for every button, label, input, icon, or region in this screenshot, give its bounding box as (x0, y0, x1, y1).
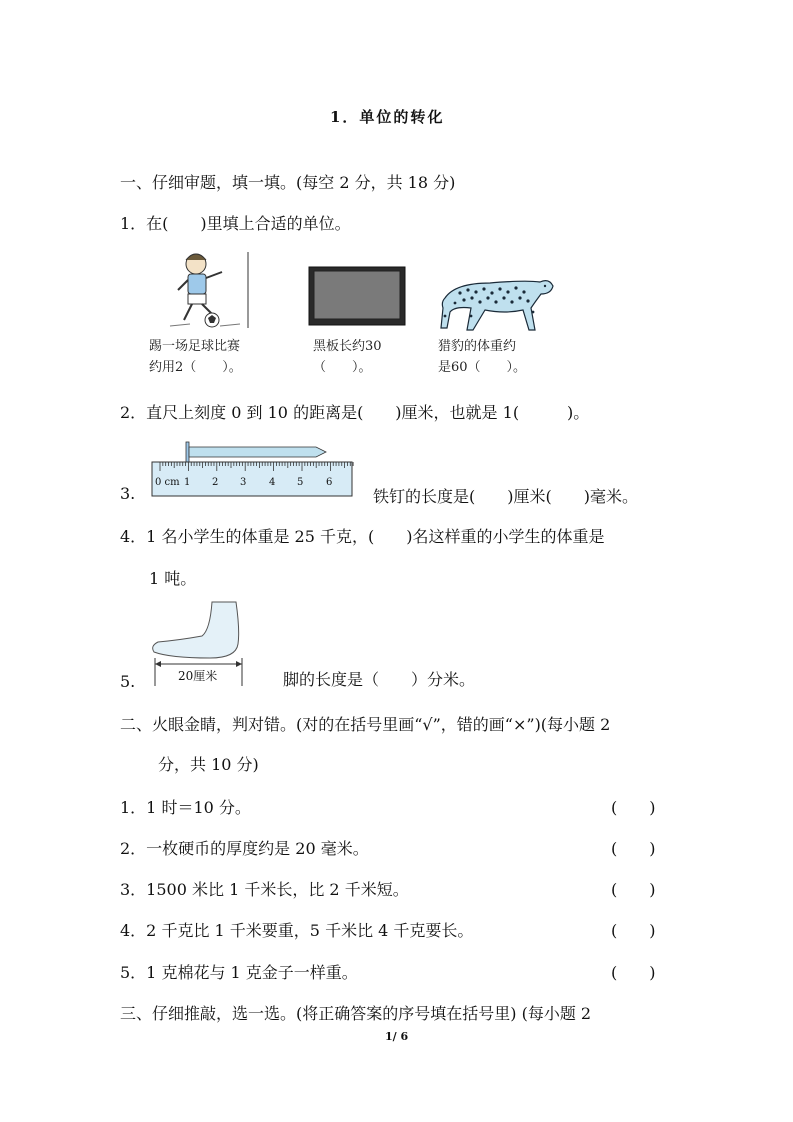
section-3-heading: 三、仔细推敲，选一选。(将正确答案的序号填在括号里) (每小题 2 (120, 1004, 592, 1023)
ruler-label-6: 6 (326, 477, 333, 488)
page-number: 1/ 6 (385, 1030, 409, 1043)
section-2-heading-line2: 分，共 10 分) (158, 755, 259, 774)
ruler-nail-image (150, 438, 355, 500)
foot-length-label: 20厘米 (178, 669, 218, 683)
ruler-label-2: 2 (212, 477, 219, 488)
question-1-3-number: 3. (120, 484, 136, 503)
question-1-2: 2．直尺上刻度 0 到 10 的距离是( )厘米，也就是 1( )。 (120, 403, 590, 422)
cheetah-image (435, 268, 555, 333)
ruler-label-4: 4 (269, 477, 276, 488)
ruler-label-0: 0 cm (155, 477, 180, 488)
soccer-boy-image (160, 250, 255, 330)
judge-item-3: 3．1500 米比 1 千米长，比 2 千米短。 (120, 880, 409, 899)
judge-bracket-3[interactable]: ( ) (611, 880, 656, 899)
blackboard-image (307, 265, 407, 329)
question-1-3-text: 铁钉的长度是( )厘米( )毫米。 (373, 487, 638, 506)
judge-item-4: 4．2 千克比 1 千米要重，5 千米比 4 千克要长。 (120, 921, 474, 940)
caption-1-line2: 约用2（ ）。 (149, 360, 242, 375)
question-1-4-line1: 4．1 名小学生的体重是 25 千克，( )名这样重的小学生的体重是 (120, 527, 605, 546)
ruler-label-5: 5 (297, 477, 304, 488)
judge-item-2: 2．一枚硬币的厚度约是 20 毫米。 (120, 839, 369, 858)
caption-1-line1: 踢一场足球比赛 (149, 339, 241, 354)
section-1-heading: 一、仔细审题，填一填。(每空 2 分，共 18 分) (120, 173, 456, 192)
ruler-label-1: 1 (184, 477, 191, 488)
caption-3-line2: 是60（ ）。 (438, 360, 527, 375)
page-title: 1．单位的转化 (330, 108, 445, 126)
judge-bracket-4[interactable]: ( ) (611, 921, 656, 940)
question-1-5-text: 脚的长度是（ ）分米。 (283, 670, 476, 689)
caption-2-line1: 黑板长约30 (313, 339, 382, 354)
judge-bracket-1[interactable]: ( ) (611, 798, 656, 817)
judge-bracket-2[interactable]: ( ) (611, 839, 656, 858)
judge-bracket-5[interactable]: ( ) (611, 963, 656, 982)
ruler-label-3: 3 (240, 477, 247, 488)
question-1-1: 1．在( )里填上合适的单位。 (120, 214, 351, 233)
question-1-5-number: 5. (120, 672, 136, 691)
section-2-heading-line1: 二、火眼金睛，判对错。(对的在括号里画“√”，错的画“×”)(每小题 2 (120, 715, 611, 734)
judge-item-5: 5．1 克棉花与 1 克金子一样重。 (120, 963, 358, 982)
judge-item-1: 1．1 时＝10 分。 (120, 798, 251, 817)
question-1-4-line2: 1 吨。 (149, 569, 197, 588)
caption-3-line1: 猎豹的体重约 (438, 339, 517, 354)
caption-2-line2: （ ）。 (313, 360, 372, 375)
